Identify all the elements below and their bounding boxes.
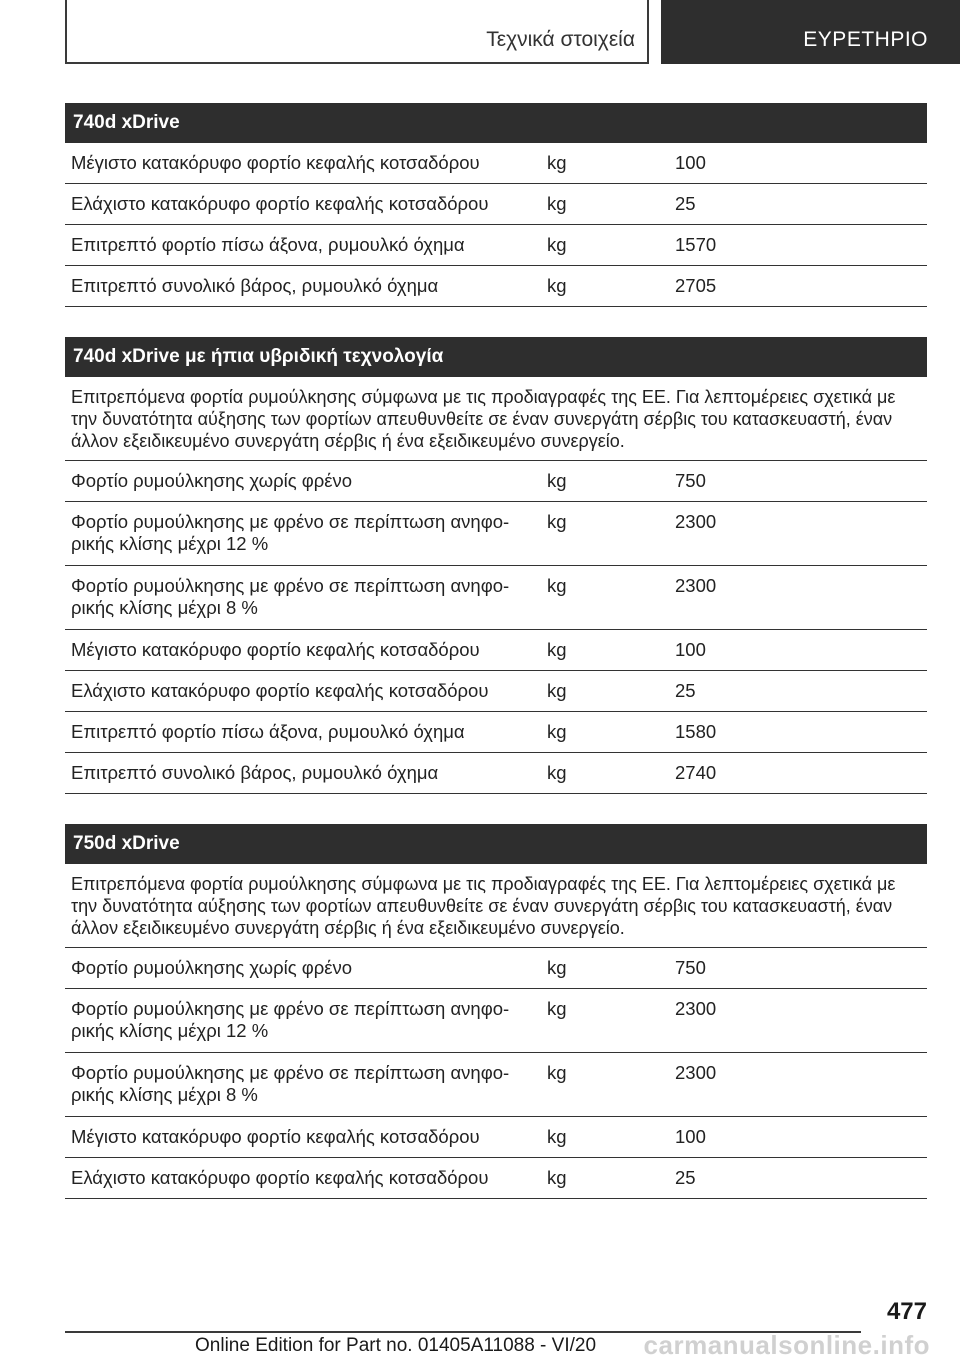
table-row	[65, 143, 927, 184]
table-row	[65, 630, 927, 671]
row-unit: kg	[547, 762, 567, 783]
row-label: Μέγιστο κατακόρυφο φορτίο κεφαλής κοτσαδόρου	[71, 639, 480, 660]
tab-index-label: ΕΥΡΕΤΗΡΙΟ	[803, 28, 928, 51]
row-unit: kg	[547, 957, 567, 978]
row-value: 100	[675, 639, 706, 660]
row-value: 1570	[675, 234, 717, 255]
row-label: Φορτίο ρυμούλκησης χωρίς φρένο	[71, 957, 353, 978]
page-header	[0, 0, 960, 66]
row-value: 2740	[675, 762, 717, 783]
row-label: Επιτρεπτό συνολικό βάρος, ρυμουλκό όχημα	[71, 762, 439, 783]
row-unit: kg	[547, 470, 567, 491]
row-label: Φορτίο ρυμούλκησης χωρίς φρένο	[71, 470, 353, 491]
spec-content	[65, 103, 927, 1229]
tab-index[interactable]	[661, 0, 960, 64]
row-value: 100	[675, 152, 706, 173]
row-label: Επιτρεπτό συνολικό βάρος, ρυμουλκό όχημα	[71, 275, 439, 296]
edition-text: Online Edition for Part no. 01405A11088 - VI/20	[195, 1335, 597, 1356]
page-number: 477	[886, 1298, 927, 1325]
row-unit: kg	[547, 1167, 567, 1188]
row-value: 1580	[675, 721, 717, 742]
header-frame	[65, 0, 649, 64]
row-unit: kg	[547, 193, 567, 214]
row-value: 25	[675, 193, 696, 214]
table-row	[65, 712, 927, 753]
watermark: carmanualsonline.info	[643, 1330, 930, 1360]
row-unit: kg	[547, 998, 567, 1019]
row-unit: kg	[547, 680, 567, 701]
row-unit: kg	[547, 275, 567, 296]
row-label: Φορτίο ρυμούλκησης με φρένο σε περίπτωση ανηφορικής κλίσης μέχρι 8 %	[71, 1062, 510, 1105]
row-unit: kg	[547, 152, 567, 173]
row-value: 25	[675, 680, 696, 701]
row-label: Ελάχιστο κατακόρυφο φορτίο κεφαλής κοτσαδόρου	[71, 193, 489, 214]
section-label: Τεχνικά στοιχεία	[486, 28, 635, 51]
table-row	[65, 184, 927, 225]
row-value: 750	[675, 957, 706, 978]
row-value: 750	[675, 470, 706, 491]
row-label: Ελάχιστο κατακόρυφο φορτίο κεφαλής κοτσαδόρου	[71, 1167, 489, 1188]
table-row	[65, 671, 927, 712]
row-unit: kg	[547, 1062, 567, 1083]
row-unit: kg	[547, 511, 567, 532]
section-title: 740d xDrive	[65, 103, 927, 143]
row-value: 25	[675, 1167, 696, 1188]
table-row	[65, 566, 927, 630]
row-value: 2300	[675, 1062, 717, 1083]
row-unit: kg	[547, 234, 567, 255]
row-value: 2300	[675, 575, 717, 596]
table-row	[65, 502, 927, 566]
row-label: Φορτίο ρυμούλκησης με φρένο σε περίπτωση ανηφορικής κλίσης μέχρι 12 %	[71, 998, 510, 1041]
section-intro: Επιτρεπόμενα φορτία ρυμούλκησης σύμφωνα με τις προδιαγραφές της ΕΕ. Για λεπτομέρειες σχετικά με την δυνατότητα αύξησης των φορτίων απευθυνθείτε σε έναν συνεργάτη σέρβις του κατασκευαστή, έναν άλλον εξειδικευμένο συνεργάτη σέρβις ή ένα εξειδικευμένο συνεργείο.	[65, 377, 927, 461]
row-label: Μέγιστο κατακόρυφο φορτίο κεφαλής κοτσαδόρου	[71, 152, 480, 173]
section-title: 750d xDrive	[65, 824, 927, 864]
row-unit: kg	[547, 639, 567, 660]
section-intro: Επιτρεπόμενα φορτία ρυμούλκησης σύμφωνα με τις προδιαγραφές της ΕΕ. Για λεπτομέρειες σχετικά με την δυνατότητα αύξησης των φορτίων απευθυνθείτε σε έναν συνεργάτη σέρβις του κατασκευαστή, έναν άλλον εξειδικευμένο συνεργάτη σέρβις ή ένα εξειδικευμένο συνεργείο.	[65, 864, 927, 948]
row-value: 2300	[675, 511, 717, 532]
table-row	[65, 948, 927, 989]
spec-section	[65, 824, 927, 1199]
row-value: 2300	[675, 998, 717, 1019]
row-unit: kg	[547, 575, 567, 596]
row-unit: kg	[547, 721, 567, 742]
table-row	[65, 461, 927, 502]
row-value: 100	[675, 1126, 706, 1147]
table-row	[65, 1053, 927, 1117]
table-row	[65, 1158, 927, 1199]
row-unit: kg	[547, 1126, 567, 1147]
table-row	[65, 753, 927, 794]
table-row	[65, 989, 927, 1053]
row-label: Μέγιστο κατακόρυφο φορτίο κεφαλής κοτσαδόρου	[71, 1126, 480, 1147]
section-title: 740d xDrive με ήπια υβριδική τεχνολογία	[65, 337, 927, 377]
row-label: Φορτίο ρυμούλκησης με φρένο σε περίπτωση ανηφορικής κλίσης μέχρι 8 %	[71, 575, 510, 618]
row-label: Επιτρεπτό φορτίο πίσω άξονα, ρυμουλκό όχημα	[71, 234, 465, 255]
row-label: Επιτρεπτό φορτίο πίσω άξονα, ρυμουλκό όχημα	[71, 721, 465, 742]
row-value: 2705	[675, 275, 717, 296]
table-row	[65, 1117, 927, 1158]
spec-section	[65, 103, 927, 307]
spec-section	[65, 337, 927, 794]
table-row	[65, 225, 927, 266]
table-row	[65, 266, 927, 307]
row-label: Φορτίο ρυμούλκησης με φρένο σε περίπτωση ανηφορικής κλίσης μέχρι 12 %	[71, 511, 510, 554]
row-label: Ελάχιστο κατακόρυφο φορτίο κεφαλής κοτσαδόρου	[71, 680, 489, 701]
